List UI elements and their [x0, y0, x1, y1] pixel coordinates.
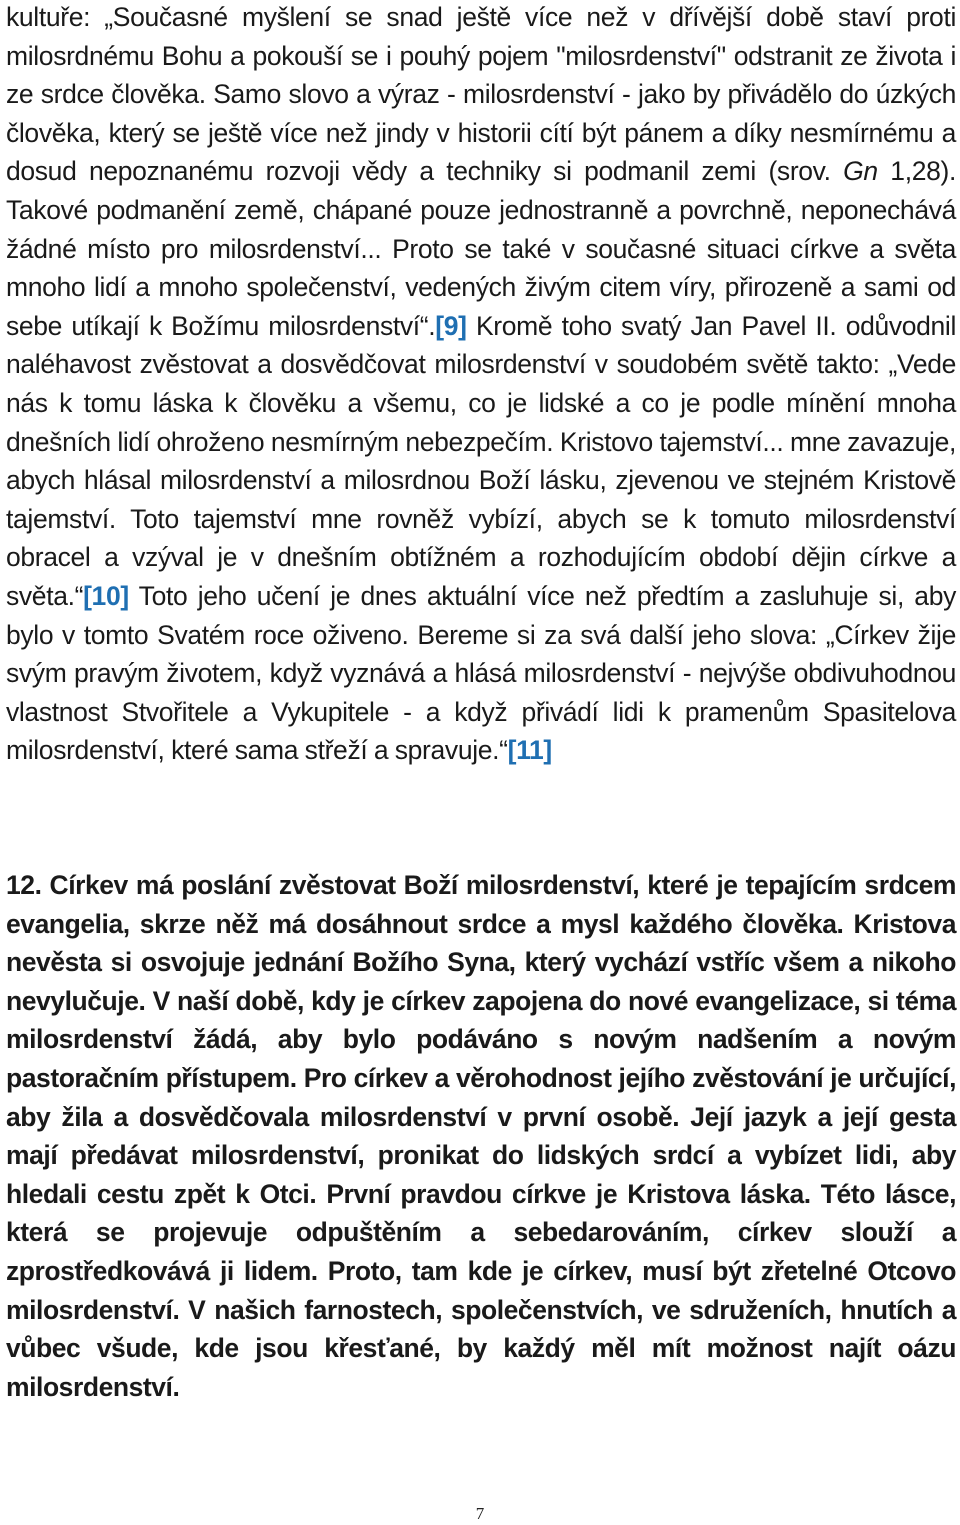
text-run: kultuře: „Současné myšlení se snad ještě více než v dřívější době staví proti milosrdnému Bohu a pokouší se i pouhý pojem "milosrdenství" odstranit ze života i ze srdce člověka. Samo slovo a výraz - milosrdenství - jako by přivádělo do úzkých člověka, který se ještě více než jindy v historii cítí být pánem a díky nesmírnému a dosud nepoznanému rozvoji vědy a techniky si podmanil zemi (srov. — [6, 2, 956, 187]
page-number: 7 — [475, 1504, 485, 1523]
footnote-link-11[interactable]: [11] — [507, 735, 552, 766]
body-paragraph — [6, 0, 956, 770]
bible-book-abbreviation: Gn — [843, 156, 878, 187]
text-run: Toto jeho učení je dnes aktuální více než předtím a zasluhuje si, aby bylo v tomto Svatém roce oživeno. Bereme si za svá další jeho slova: „Církev žije svým pravým životem, když vyznává a hlásá milosrdenství - nejvýše obdivuhodnou vlastnost Stvořitele a Vykupitele - a když přivádí lidi k pramenům Spasitelova milosrdenství, které sama střeží a spravuje.“ — [6, 580, 956, 766]
footnote-link-9[interactable]: [9] — [435, 310, 467, 341]
text-run: 1,28). Takové podmanění země, chápané pouze jednostranně a povrchně, neponechává žádné místo pro milosrdenství... Proto se také v současné situaci církve a světa mnoho lidí a mnoho společenství, vedených živým citem víry, přirozeně a sami od sebe utíkají k Božímu milosrdenství“. — [6, 156, 956, 341]
text-run: Kromě toho svatý Jan Pavel II. odůvodnil naléhavost zvěstovat a dosvědčovat milosrdenství v soudobém světě takto: „Vede nás k tomu láska k člověku a všemu, co je lidské a co je podle mínění mnoha dnešních lidí ohroženo nesmírným nebezpečím. Kristovo tajemství... mne zavazuje, abych hlásal milosrdenství a milosrdnou Boží lásku, zjevenou ve stejném Kristově tajemství. Toto tajemství mne rovněž vybízí, abych se k tomuto milosrdenství obracel a vzýval je v dnešním obtížném a rozhodujícím období dějin církve a světa.“ — [6, 310, 956, 611]
section-12-paragraph: 12. Církev má poslání zvěstovat Boží milosrdenství, které je tepajícím srdcem evangelia, skrze něž má dosáhnout srdce a mysl každého člověka. Kristova nevěsta si osvojuje jednání Božího Syna, který vychází vstříc všem a nikoho nevylučuje. V naší době, kdy je církev zapojena do nové evangelizace, si téma milosrdenství žádá, aby bylo podáváno s novým nadšením a novým pastoračním přístupem. Pro církev a věrohodnost jejího zvěstování je určující, aby žila a dosvědčovala milosrdenství v první osobě. Její jazyk a její gesta mají předávat milosrdenství, pronikat do lidských srdcí a vybízet lidi, aby hledali cestu zpět k Otci. První pravdou církve je Kristova láska. Této lásce, která se projevuje odpuštěním a sebedarováním, církev slouží a zprostředkovává ji lidem. Proto, tam kde je církev, musí být zřetelné Otcovo milosrdenství. V našich farnostech, společenstvích, ve sdruženích, hnutích a vůbec všude, kde jsou křesťané, by každý měl mít možnost najít oázu milosrdenství. — [6, 870, 956, 1402]
footnote-link-10[interactable]: [10] — [83, 580, 129, 611]
